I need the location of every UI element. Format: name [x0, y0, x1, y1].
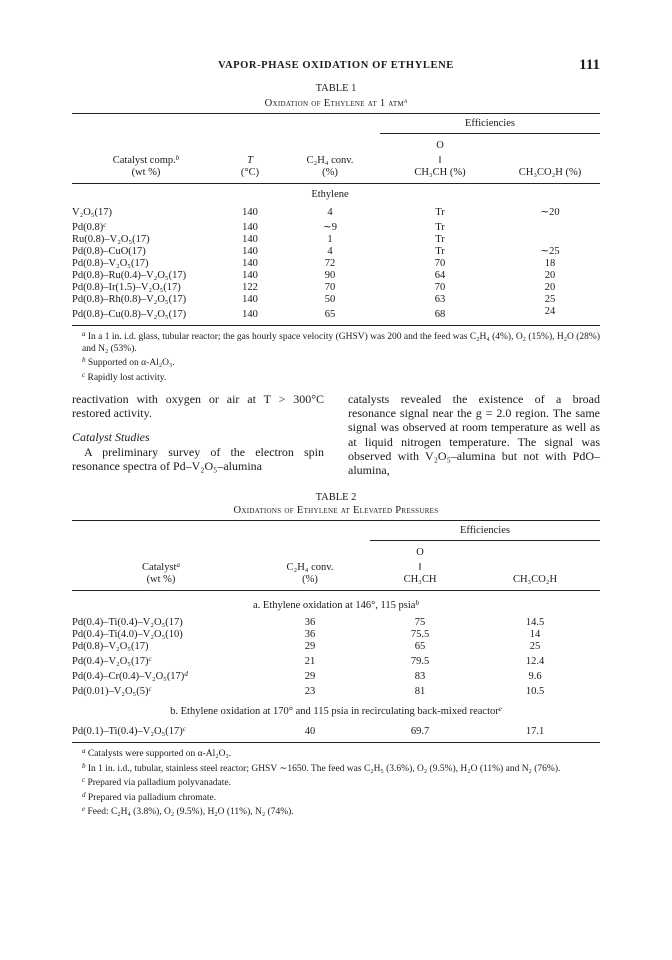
table-row	[72, 653, 600, 668]
table-1-title: Oxidation of Ethylene at 1 atm$^a$	[264, 97, 408, 109]
catalyst-cell: Pd(0.8)–CuO(17)	[72, 246, 146, 257]
conversion-cell: 1	[327, 234, 333, 245]
col-header-aldehyde: CH₃CH (%)	[414, 167, 466, 178]
acid-cell	[500, 234, 600, 246]
section-heading: Catalyst Studies	[72, 430, 150, 445]
table-1	[72, 82, 600, 384]
aldehyde-cell: 75	[414, 617, 426, 629]
aldehyde-cell: 81	[414, 686, 426, 698]
col-header-acid: CH₃CO₂H	[512, 574, 558, 586]
col-header-t: T	[247, 155, 253, 166]
aldehyde-cell: 64	[434, 270, 446, 281]
conversion-cell: 72	[324, 258, 336, 269]
left-column	[72, 392, 324, 477]
conversion-cell: 29	[304, 671, 316, 683]
table-1-grid: Efficiencies O Catalyst comp.$^b$ T C₂H₄ conv. ‖ (wt %) (°C) (%) CH₃CH (%) CH₃CO₂H (%) Ethylene V₂O₅(17) 140 4 Tr ∼20 $Pd(0.8)^c$ 140 ∼9 Tr Ru(0.8)–V₂O₅(17) 140 1 Tr Pd(0.8)–CuO(17) 140 4 Tr ∼25 Pd(0.8)–V₂O₅(17) 140 72 70 18 Pd(0.8)–Ru(0.4)–V₂O₅(17) 140 90 64 20 Pd(0.8)–Ir(1.5)–V₂O₅(17) 122 70 70 20 Pd(0.8)–Rh(0.8)–V₂O₅(17) 140 50 63 25 Pd(0.8)–Cu(0.8)–V₂O₅(17) 140 65 68 24	[72, 113, 600, 321]
conversion-cell: 36	[304, 629, 316, 641]
catalyst-cell: Pd(0.4)–Ti(4.0)–V₂O₅(10)	[72, 629, 183, 641]
temperature-cell: 140	[242, 309, 258, 320]
acid-cell: 25	[544, 294, 556, 305]
catalyst-cell: Pd(0.8)–Ir(1.5)–V₂O₅(17)	[72, 282, 181, 293]
table-2-footnotes	[72, 742, 600, 819]
aldehyde-cell: 70	[434, 258, 446, 269]
acid-cell: 25	[529, 641, 541, 653]
catalyst-cell: $Pd(0.1)-Ti(0.4)-V_2O_5(17)^c$	[72, 725, 186, 738]
catalyst-cell: Pd(0.4)–Ti(0.4)–V₂O₅(17)	[72, 617, 183, 629]
conversion-cell: 70	[324, 282, 336, 293]
catalyst-cell: Pd(0.8)–V₂O₅(17)	[72, 641, 149, 653]
temperature-cell: 140	[242, 207, 258, 218]
acid-cell: 10.5	[525, 686, 545, 698]
running-head	[72, 57, 600, 82]
temperature-cell: 140	[242, 234, 258, 245]
footnote: $^a$ Catalysts were supported on α-Al₂O₃.	[82, 747, 232, 760]
paragraph: A preliminary survey of the electron spin resonance spectra of Pd–V₂O₅–alumina	[72, 444, 324, 473]
footnote: $^c$ Prepared via palladium polyvanadate.	[82, 776, 231, 789]
catalyst-cell: $Pd(0.4)-V_2O_5(17)^c$	[72, 655, 152, 668]
table-row	[72, 207, 600, 219]
efficiencies-label: Efficiencies	[370, 521, 600, 541]
conversion-cell: ∼9	[322, 222, 338, 233]
catalyst-cell: Ru(0.8)–V₂O₅(17)	[72, 234, 150, 245]
footnote: $^c$ Rapidly lost activity.	[82, 370, 167, 383]
section-b-label: b. Ethylene oxidation at 170° and 115 psia in recirculating back-mixed reactor$^e$	[170, 705, 502, 718]
aldehyde-cell: 69.7	[410, 726, 430, 738]
section-label: Ethylene	[311, 189, 349, 200]
acid-cell: 9.6	[528, 671, 542, 683]
aldehyde-cell: 75.5	[410, 629, 430, 641]
acid-cell: 17.1	[525, 726, 545, 738]
catalyst-cell: $Pd(0.4)-Cr(0.4)-V_2O_5(17)^d$	[72, 670, 188, 683]
aldehyde-cell: 63	[434, 294, 446, 305]
col-header-conv: C₂H₄ conv.	[306, 155, 354, 166]
catalyst-cell: Pd(0.8)–Cu(0.8)–V₂O₅(17)	[72, 309, 187, 320]
table-row	[72, 294, 600, 306]
footnote: $^b$ Supported on α-Al₂O₃.	[82, 356, 175, 368]
conversion-cell: 36	[304, 617, 316, 629]
table-2	[72, 491, 600, 819]
paragraph: reactivation with oxygen or air at T > 300°C restored activity.	[72, 392, 324, 421]
footnote: $^d$ Prepared via palladium chromate.	[82, 790, 217, 803]
aldehyde-cell: 65	[414, 641, 426, 653]
catalyst-cell: Pd(0.8)–V₂O₅(17)	[72, 258, 149, 269]
acid-cell: 20	[544, 270, 556, 281]
acid-cell: 14	[529, 629, 541, 641]
acid-cell: ∼20	[540, 207, 560, 218]
aldehyde-cell: 83	[414, 671, 426, 683]
col-header-conv: C₂H₄ conv.	[286, 562, 334, 574]
temperature-cell: 140	[242, 270, 258, 281]
acid-cell: 18	[544, 258, 556, 269]
table-row	[72, 617, 600, 629]
table-row	[72, 219, 600, 234]
acid-cell: 12.4	[525, 656, 545, 668]
aldehyde-cell: Tr	[435, 234, 445, 245]
table-row	[72, 282, 600, 294]
col-header-catalyst: Catalyst$^a$	[142, 561, 180, 574]
catalyst-cell: Pd(0.8)–Rh(0.8)–V₂O₅(17)	[72, 294, 187, 305]
catalyst-cell: V₂O₅(17)	[72, 207, 112, 218]
aldehyde-cell: 70	[434, 282, 446, 293]
acid-cell: 24	[544, 306, 556, 317]
table-row	[72, 234, 600, 246]
conversion-cell: 4	[327, 246, 333, 257]
section-a-label: a. Ethylene oxidation at 146°, 115 psia$^b$	[253, 599, 419, 612]
conversion-cell: 29	[304, 641, 316, 653]
table-1-footnotes	[72, 325, 600, 384]
col-header-aldehyde: CH₃CH	[403, 574, 437, 586]
aldehyde-cell: Tr	[435, 246, 445, 257]
paragraph: catalysts revealed the existence of a broad resonance signal near the g = 2.0 region. The same signal was observed at room temperature as well as at liquid nitrogen temperature. The signal was observed with V₂O₅–alumina but not with PdO–alumina,	[348, 392, 600, 478]
temperature-cell: 122	[242, 282, 258, 293]
catalyst-cell: $Pd(0.01)-V_2O_5(5)^c$	[72, 685, 152, 698]
temperature-cell: 140	[242, 294, 258, 305]
aldehyde-cell: Tr	[435, 222, 445, 233]
table-row	[72, 270, 600, 282]
table-row	[72, 629, 600, 641]
conversion-cell: 90	[324, 270, 336, 281]
footnote: $^b$ In 1 in. i.d., tubular, stainless steel reactor; GHSV ∼1650. The feed was C₂H₅ (3.6%), O₂ (9.5%), H₂O (11%) and N₂ (76%).	[82, 761, 561, 774]
acid-cell	[500, 219, 600, 234]
page-number: 111	[579, 57, 600, 73]
catalyst-cell: $Pd(0.8)^c$	[72, 221, 107, 233]
table-row	[72, 668, 600, 683]
temperature-cell: 140	[242, 258, 258, 269]
aldehyde-cell: Tr	[435, 207, 445, 218]
table-2-title: Oxidations of Ethylene at Elevated Pressures	[233, 505, 439, 517]
acid-cell: ∼25	[540, 246, 560, 257]
document-page	[72, 57, 601, 819]
table-row	[72, 306, 600, 321]
acid-cell: 14.5	[525, 617, 545, 629]
aldehyde-cell: 68	[434, 309, 446, 320]
catalyst-cell: Pd(0.8)–Ru(0.4)–V₂O₅(17)	[72, 270, 187, 281]
right-column	[348, 392, 600, 477]
table-row	[72, 683, 600, 698]
aldehyde-cell: 79.5	[410, 656, 430, 668]
table-row	[72, 258, 600, 270]
conversion-cell: 23	[304, 686, 316, 698]
conversion-cell: 40	[304, 726, 316, 738]
table-2-grid: Efficiencies O Catalyst$^a$ C₂H₄ conv. ‖ (wt %) (%) CH₃CH CH₃CO₂H a. Ethylene oxidation at 146°, 115 psia$^b$ Pd(0.4)–Ti(0.4)–V₂O₅(17) 36 75 14.5 Pd(0.4)–Ti(4.0)–V₂O₅(10) 36 75.5 14 Pd(0.8)–V₂O₅(17) 29 65 25 $Pd(0.4)-V_2O_5(17)^c$ 21 79.5 12.4 $Pd(0.4)-Cr(0.4)-V_2O_5(17)^d$ 29 83 9.6 $Pd(0.01)-V_2O_5(5)^c$ 23 81 10.5 b. Ethylene oxidation at 170° and 115 psia in recirculating back-mixed reactor$^e$ $Pd(0.1)-Ti(0.4)-V_2O_5(17)^c$ 40 69.7 17.1	[72, 520, 600, 738]
table-1-label: TABLE 1	[315, 83, 357, 94]
conversion-cell: 50	[324, 294, 336, 305]
conversion-cell: 21	[304, 656, 316, 668]
footnote: $^e$ Feed: C₂H₄ (3.8%), O₂ (9.5%), H₂O (11%), N₂ (74%).	[82, 805, 294, 818]
temperature-cell: 140	[242, 222, 258, 233]
table-row	[72, 641, 600, 653]
footnote: $^a$ In a 1 in. i.d. glass, tubular reactor; the gas hourly space velocity (GHSV) was 200 and the feed was C₂H₄ (4%), O₂ (15%), H₂O (28%) and N₂ (53%).	[82, 330, 601, 354]
table-row	[72, 246, 600, 258]
acid-cell: 20	[544, 282, 556, 293]
col-header-catalyst: Catalyst comp.$^b$	[112, 154, 180, 166]
table-2-label: TABLE 2	[315, 492, 357, 504]
body-text	[72, 392, 600, 477]
running-head-title: VAPOR-PHASE OXIDATION OF ETHYLENE	[218, 60, 454, 71]
temperature-cell: 140	[242, 246, 258, 257]
conversion-cell: 65	[324, 309, 336, 320]
col-header-acid: CH₃CO₂H (%)	[518, 167, 582, 178]
efficiencies-label: Efficiencies	[380, 114, 600, 134]
table-row	[72, 722, 600, 738]
conversion-cell: 4	[327, 207, 333, 218]
